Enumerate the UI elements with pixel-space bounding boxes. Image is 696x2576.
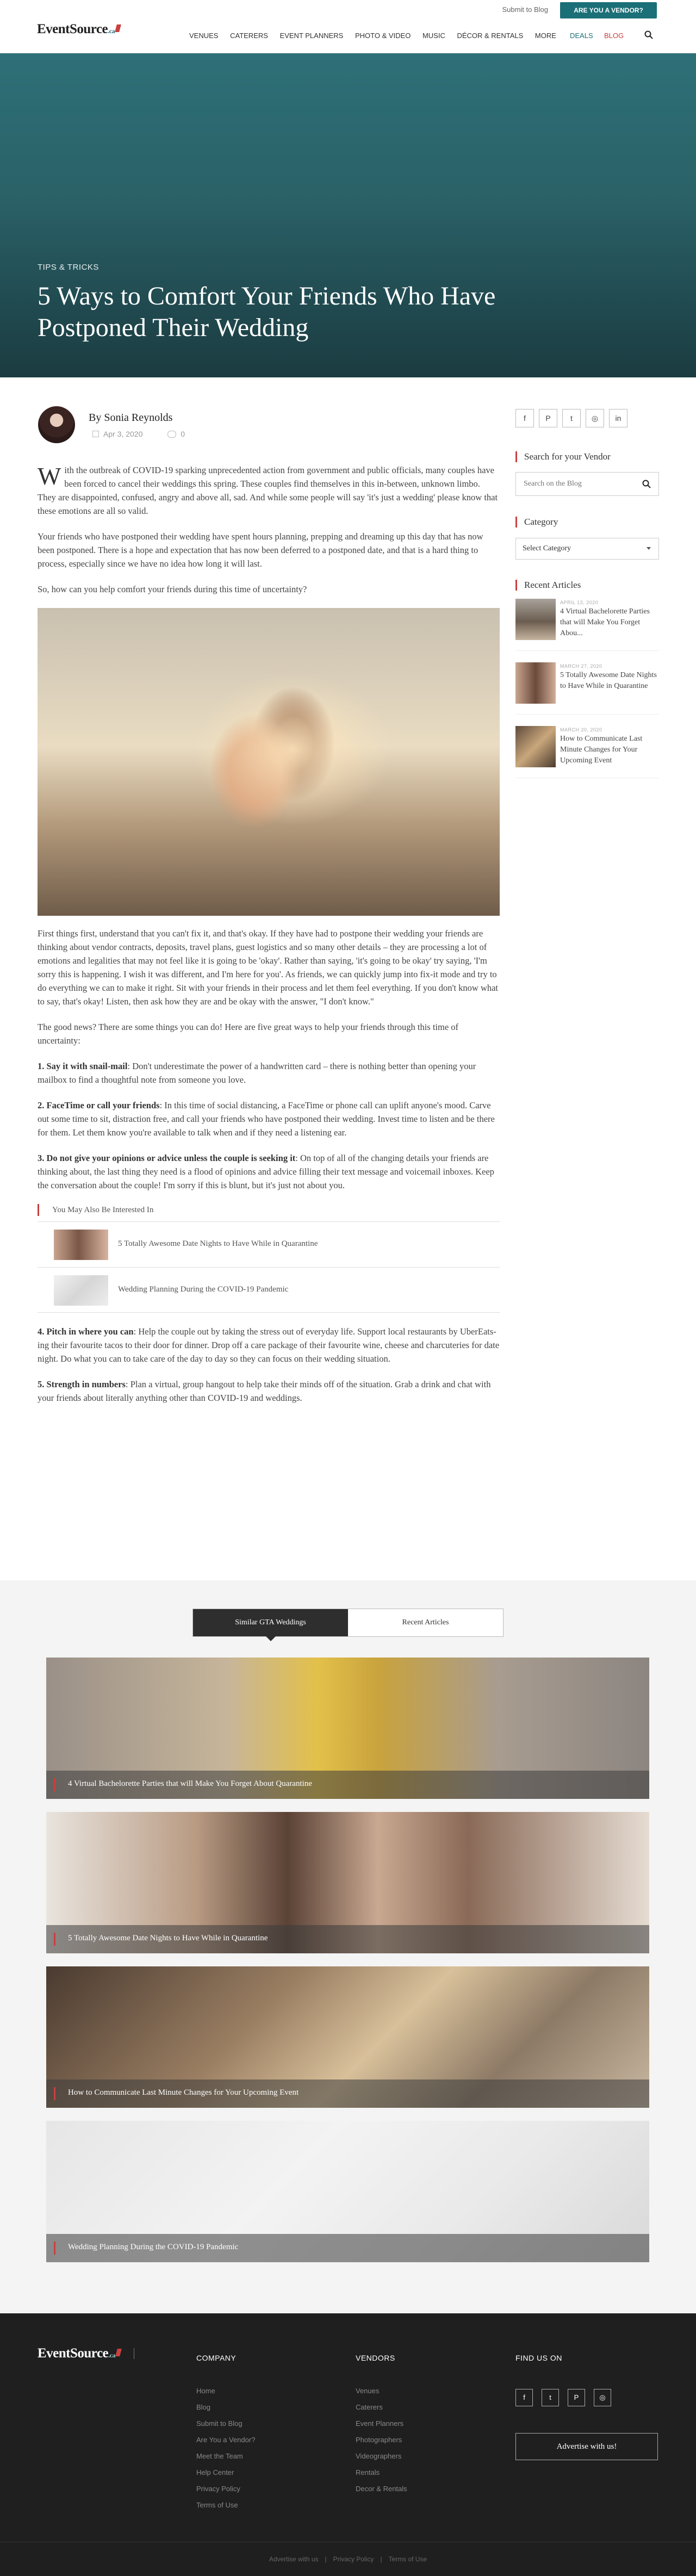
calendar-icon [92, 431, 99, 437]
instagram-icon[interactable]: ◎ [586, 409, 604, 427]
pinterest-icon[interactable]: P [568, 2389, 585, 2406]
site-footer [0, 2313, 696, 2576]
footer-link[interactable]: Videographers [356, 2452, 402, 2460]
linkedin-icon[interactable]: in [609, 409, 627, 427]
footer-vendors-links [356, 2383, 407, 2497]
footer-link[interactable]: Event Planners [356, 2419, 404, 2428]
footer-link[interactable]: Terms of Use [196, 2501, 238, 2509]
recent-article-title[interactable]: How to Communicate Last Minute Changes for Your Upcoming Event [560, 735, 643, 765]
tip-2: 2. FaceTime or call your friends: In this time of social distancing, a FaceTime or phone call can uplift anyone's mood. Carve out some time to sit, distraction free, and call your friends who have postponed their wedding. Invest time to listen and be there for them. Let them know you're available to talk when and if they need a listening ear. [38, 1100, 495, 1138]
tip-1: 1. Say it with snail-mail: Don't underestimate the power of a handwritten card – there is nothing better than opening your mailbox to find a thoughtful note from someone you love. [38, 1061, 476, 1085]
footer-bottom-link[interactable]: Privacy Policy [333, 2555, 374, 2563]
article-photo-friends [38, 608, 500, 916]
related-post-thumbnail[interactable] [54, 1275, 108, 1306]
article-paragraph: The good news? There are some things you can do! Here are five great ways to help your friends through this time of uncertainty: [38, 1022, 459, 1046]
article-card-title[interactable]: Wedding Planning During the COVID-19 Pandemic [68, 2243, 239, 2251]
related-post-title[interactable]: 5 Totally Awesome Date Nights to Have While in Quarantine [118, 1239, 318, 1248]
footer-link[interactable]: Caterers [356, 2403, 383, 2411]
search-icon[interactable] [642, 480, 651, 488]
sidebar-recent-heading: Recent Articles [515, 580, 581, 591]
post-meta [92, 430, 185, 438]
article-paragraph: So, how can you help comfort your friends during this time of uncertainty? [38, 584, 307, 594]
nav-menu [189, 32, 566, 40]
sidebar-category-heading: Category [515, 517, 558, 527]
twitter-icon[interactable]: t [542, 2389, 559, 2406]
author-name[interactable]: By Sonia Reynolds [89, 412, 173, 424]
tip-5: 5. Strength in numbers: Plan a virtual, group hangout to help take their minds off of the situation. Grab a drink and chat with your friends about literally anything other than COVID-19 and weddings. [38, 1379, 491, 1403]
related-posts [38, 1204, 500, 1313]
advertise-button[interactable]: Advertise with us! [515, 2433, 658, 2460]
search-icon[interactable] [644, 30, 653, 39]
tab-recent-articles[interactable]: Recent Articles [402, 1618, 449, 1627]
recent-article-item[interactable] [515, 726, 659, 778]
top-utility-bar [0, 0, 696, 21]
article-card-title[interactable]: 4 Virtual Bachelorette Parties that will Make You Forget About Quarantine [68, 1779, 312, 1788]
nav-item-blog[interactable]: BLOG [604, 32, 624, 40]
recent-article-thumbnail[interactable] [515, 599, 556, 640]
recent-article-item[interactable] [515, 599, 659, 651]
recent-article-item[interactable] [515, 662, 659, 715]
article-paragraph: First things first, understand that you can't fix it, and that's okay. If they have had to postpone their wedding your friends are thinking about vendor contracts, deposits, travel plans, guest logistics and so many other details – they are processing a lot of emotions and legalities that may not feel like it is going to be 'okay'. Rather than saying, 'it's going to be okay' try saying, 'I'm sorry this is happening. I wish it was different, and I'm here for you'. As friends, we can quickly jump into fix-it mode and try to do everything we can to make it right. Sit with your friends in their process and let them feel everything. If you don't know what to say, that's okay! Listen, then ask how they are and be okay with the answer, "I don't know." [38, 928, 499, 1007]
footer-link[interactable]: Meet the Team [196, 2452, 243, 2460]
related-post-thumbnail[interactable] [54, 1230, 108, 1260]
recent-article-date: MARCH 27, 2020 [560, 663, 602, 669]
article-paragraph: With the outbreak of COVID-19 sparking unprecedented action from government and public officials, many couples have been forced to cancel their weddings this spring. These couples find themselves in this in-between, unknown limbo. They are disappointed, confused, angry and above all, sad. And while some people will say 'it's just a wedding' please know that these emotions are all so valid. [38, 462, 498, 516]
footer-link[interactable]: Submit to Blog [196, 2419, 243, 2428]
facebook-icon[interactable]: f [515, 409, 534, 427]
category-tag[interactable]: TIPS & TRICKS [38, 263, 99, 272]
footer-company-heading: COMPANY [196, 2354, 237, 2362]
related-post-item[interactable] [38, 1221, 500, 1267]
footer-bottom-bar: Advertise with us | Privacy Policy | Terms of Use [0, 2542, 696, 2576]
footer-company-links [196, 2383, 255, 2513]
recent-article-title[interactable]: 4 Virtual Bachelorette Parties that will Make You Forget Abou... [560, 607, 650, 637]
footer-link[interactable]: Blog [196, 2403, 211, 2411]
pinterest-icon[interactable]: P [539, 409, 557, 427]
nav-item-decor-rentals[interactable]: DÉCOR & RENTALS [457, 32, 524, 40]
footer-link[interactable]: Home [196, 2387, 215, 2395]
related-posts-heading: You May Also Be Interested In [38, 1204, 500, 1216]
nav-item-music[interactable]: MUSIC [422, 32, 445, 40]
page-title: 5 Ways to Comfort Your Friends Who Have Postponed Their Wedding [38, 282, 496, 342]
site-logo[interactable]: EventSource.ca [37, 22, 120, 37]
footer-link[interactable]: Photographers [356, 2436, 402, 2444]
category-select[interactable]: Select Category [515, 538, 659, 560]
author-avatar [38, 406, 75, 443]
footer-link[interactable]: Help Center [196, 2468, 234, 2476]
blog-search-input[interactable] [516, 473, 630, 495]
post-date: Apr 3, 2020 [103, 430, 143, 438]
footer-link[interactable]: Privacy Policy [196, 2485, 240, 2493]
comment-count[interactable]: 0 [181, 430, 185, 438]
sidebar-search-heading: Search for your Vendor [515, 451, 611, 462]
recent-article-date: APRIL 13, 2020 [560, 600, 599, 605]
footer-link[interactable]: Rentals [356, 2468, 380, 2476]
tab-similar-gta-weddings[interactable]: Similar GTA Weddings [193, 1609, 348, 1636]
chevron-down-icon [647, 547, 651, 550]
article-card[interactable] [46, 2121, 649, 2262]
article-tabs [192, 1609, 504, 1637]
related-post-item[interactable] [38, 1267, 500, 1313]
related-post-title[interactable]: Wedding Planning During the COVID-19 Pandemic [118, 1285, 289, 1294]
twitter-icon[interactable]: t [562, 409, 581, 427]
footer-link[interactable]: Are You a Vendor? [196, 2436, 256, 2444]
recent-article-date: MARCH 20, 2020 [560, 727, 602, 733]
tip-3: 3. Do not give your opinions or advice unless the couple is seeking it: On top of all of the changing details your friends are thinking about, the last thing they need is a flood of opinions and advice filling their text message and voicemail inboxes. Keep the conversation about the couple! I'm sorry if this is blunt, but it's just not about you. [38, 1153, 494, 1190]
recent-article-thumbnail[interactable] [515, 662, 556, 704]
nav-item-venues[interactable]: VENUES [189, 32, 219, 40]
hero-banner [0, 53, 696, 377]
blog-search-box [515, 472, 659, 496]
article-body [38, 463, 500, 1417]
footer-bottom-link[interactable]: Terms of Use [388, 2555, 427, 2563]
submit-to-blog-link[interactable]: Submit to Blog [502, 5, 548, 14]
comment-icon [167, 431, 176, 438]
tip-4: 4. Pitch in where you can: Help the couple out by taking the stress out of everyday life. Support local restaurants by UberEats-ing their favourite tacos to their door for dinner. Drop off a care package of their favourite wine, cheese and charcuteries for date night. Do what you can to take care of the day to day so they can focus on their wedding situation. [38, 1326, 500, 1364]
footer-link[interactable]: Venues [356, 2387, 380, 2395]
facebook-icon[interactable]: f [515, 2389, 533, 2406]
article-paragraph: Your friends who have postponed their wedding have spent hours planning, prepping and dreaming up this day that has now been postponed. There is a hope and expectation that has now been deferred to a postponed date, and that is a hard thing to process, especially since we have no idea how long it will last. [38, 531, 483, 569]
nav-item-photo-video[interactable]: PHOTO & VIDEO [355, 32, 411, 40]
article-card-title[interactable]: How to Communicate Last Minute Changes for Your Upcoming Event [68, 2088, 299, 2097]
footer-vendors-heading: VENDORS [356, 2354, 395, 2362]
footer-bottom-link[interactable]: Advertise with us [269, 2555, 319, 2563]
nav-item-deals[interactable]: DEALS [570, 32, 593, 40]
recent-article-thumbnail[interactable] [515, 726, 556, 767]
nav-item-event-planners[interactable]: EVENT PLANNERS [279, 32, 344, 40]
drop-cap: W [38, 462, 61, 490]
nav-item-more[interactable]: MORE [535, 32, 556, 40]
footer-logo[interactable]: EventSource.ca [38, 2346, 140, 2361]
article-card[interactable] [46, 1812, 649, 1953]
article-card[interactable] [46, 1966, 649, 2108]
recent-article-title[interactable]: 5 Totally Awesome Date Nights to Have While in Quarantine [560, 671, 657, 690]
nav-item-caterers[interactable]: CATERERS [230, 32, 268, 40]
footer-link[interactable]: Decor & Rentals [356, 2485, 407, 2493]
are-you-a-vendor-button[interactable]: ARE YOU A VENDOR? [560, 2, 657, 18]
instagram-icon[interactable]: ◎ [594, 2389, 611, 2406]
article-card-title[interactable]: 5 Totally Awesome Date Nights to Have While in Quarantine [68, 1934, 268, 1942]
article-card[interactable] [46, 1658, 649, 1799]
logo-mark-icon [115, 2349, 122, 2356]
footer-find-us-heading: FIND US ON [515, 2354, 562, 2362]
